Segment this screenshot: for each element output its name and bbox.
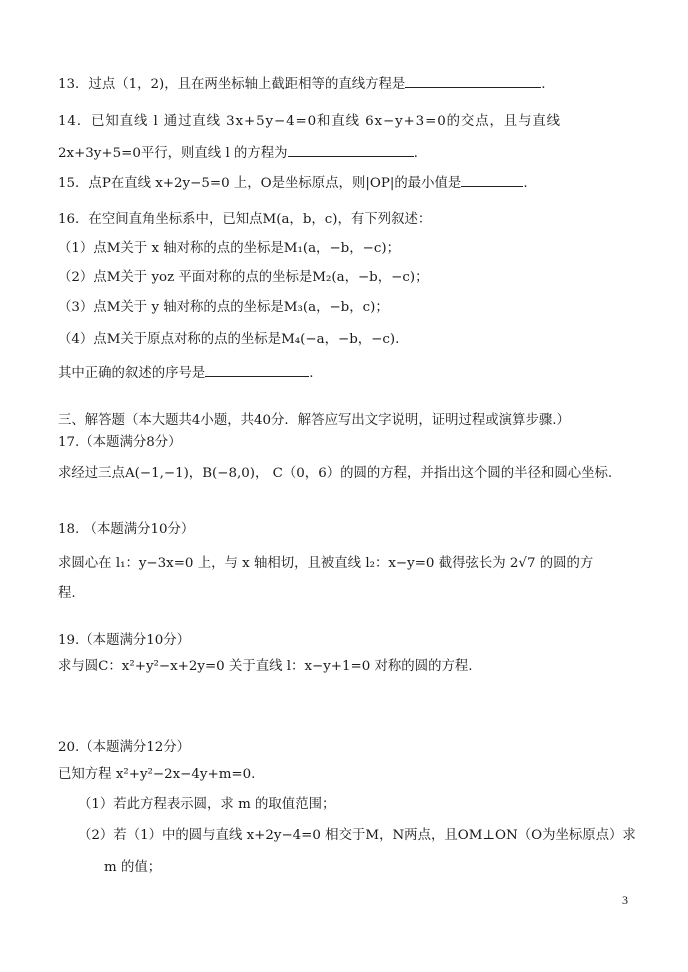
question-19-title-text: 19.（本题满分10分） xyxy=(58,633,191,648)
question-16-conclusion-text: 其中正确的叙述的序号是 xyxy=(58,366,206,381)
statement-2: （2）点M关于 yoz 平面对称的点的坐标是M₂(a，−b，−c)； xyxy=(58,270,429,285)
question-20-sub-2b xyxy=(104,858,161,878)
question-15 xyxy=(58,172,528,194)
question-19-body-text: 求与圆C：x²+y²−x+2y=0 关于直线 l：x−y+1=0 对称的圆的方程. xyxy=(58,659,473,674)
question-19-title xyxy=(58,631,190,651)
statement-1: （1）点M关于 x 轴对称的点的坐标是M₁(a，−b，−c)； xyxy=(58,241,400,256)
question-14-text-2: 2x+3y+5=0平行，则直线 l 的方程为 xyxy=(58,146,288,161)
question-14-line1 xyxy=(58,112,561,132)
question-15-text: 15．点P在直线 x+2y−5=0 上，O是坐标原点，则|OP|的最小值是 xyxy=(58,176,462,191)
question-16-item-2 xyxy=(58,268,428,288)
answer-blank-13[interactable] xyxy=(405,73,541,88)
section-3-heading xyxy=(58,411,570,431)
question-20-body-text: 已知方程 x²+y²−2x−4y+m=0. xyxy=(58,767,256,782)
question-16-intro xyxy=(58,210,431,230)
question-20-body xyxy=(58,765,255,785)
statement-4: （4）点M关于原点对称的点的坐标是M₄(−a，−b，−c). xyxy=(58,332,400,347)
question-16-text: 16．在空间直角坐标系中，已知点M(a，b，c)，有下列叙述： xyxy=(58,212,432,227)
question-13-text: 13．过点（1，2)，且在两坐标轴上截距相等的直线方程是 xyxy=(58,77,406,92)
question-13 xyxy=(58,73,546,95)
question-14-text-1: 14．已知直线 l 通过直线 3x+5y−4=0和直线 6x−y+3=0的交点，且与直线 xyxy=(58,114,561,129)
answer-blank-14[interactable] xyxy=(288,142,414,157)
question-18-body-text-2: 程. xyxy=(58,586,76,601)
question-14-end: . xyxy=(413,146,418,161)
question-17-title xyxy=(58,433,182,453)
question-16-item-4 xyxy=(58,330,399,350)
question-16-end: . xyxy=(309,366,314,381)
question-14-line2 xyxy=(58,142,418,164)
question-20-sub-2b-text: m 的值； xyxy=(104,860,162,875)
question-15-end: . xyxy=(523,176,528,191)
question-16-item-1 xyxy=(58,239,400,259)
question-18-body-text-1: 求圆心在 l₁：y−3x=0 上，与 x 轴相切，且被直线 l₂：x−y=0 截得弦长为 2√7 的圆的方 xyxy=(58,556,594,571)
question-18-body-1 xyxy=(58,554,593,574)
question-18-title-text: 18. （本题满分10分） xyxy=(58,522,195,537)
question-20-sub-1 xyxy=(78,795,335,815)
answer-blank-16[interactable] xyxy=(205,362,309,377)
question-19-body xyxy=(58,657,473,677)
question-17-title-text: 17.（本题满分8分） xyxy=(58,435,182,450)
question-17-body-text: 求经过三点A(−1,−1)，B(−8,0)， C（0，6）的圆的方程，并指出这个圆的半径和圆心坐标. xyxy=(58,466,613,481)
question-20-title-text: 20.（本题满分12分） xyxy=(58,740,191,755)
question-20-sub-2a xyxy=(78,826,636,846)
page-number: 3 xyxy=(622,893,628,907)
question-16-item-3 xyxy=(58,298,389,318)
question-17-body xyxy=(58,464,612,484)
answer-blank-15[interactable] xyxy=(461,172,523,187)
question-16-conclusion xyxy=(58,362,314,384)
question-18-title xyxy=(58,520,194,540)
question-18-body-2 xyxy=(58,584,76,604)
statement-3: （3）点M关于 y 轴对称的点的坐标是M₃(a，−b，c)； xyxy=(58,300,389,315)
question-20-sub-1-text: （1）若此方程表示圆，求 m 的取值范围； xyxy=(78,797,336,812)
question-20-sub-2a-text: （2）若（1）中的圆与直线 x+2y−4=0 相交于M，N两点，且OM⊥ON（O为坐标原点）求 xyxy=(78,828,636,843)
question-20-title xyxy=(58,738,190,758)
question-13-end: . xyxy=(541,77,546,92)
section-3-heading-text: 三、解答题（本大题共4小题，共40分．解答应写出文字说明，证明过程或演算步骤.） xyxy=(58,413,570,428)
